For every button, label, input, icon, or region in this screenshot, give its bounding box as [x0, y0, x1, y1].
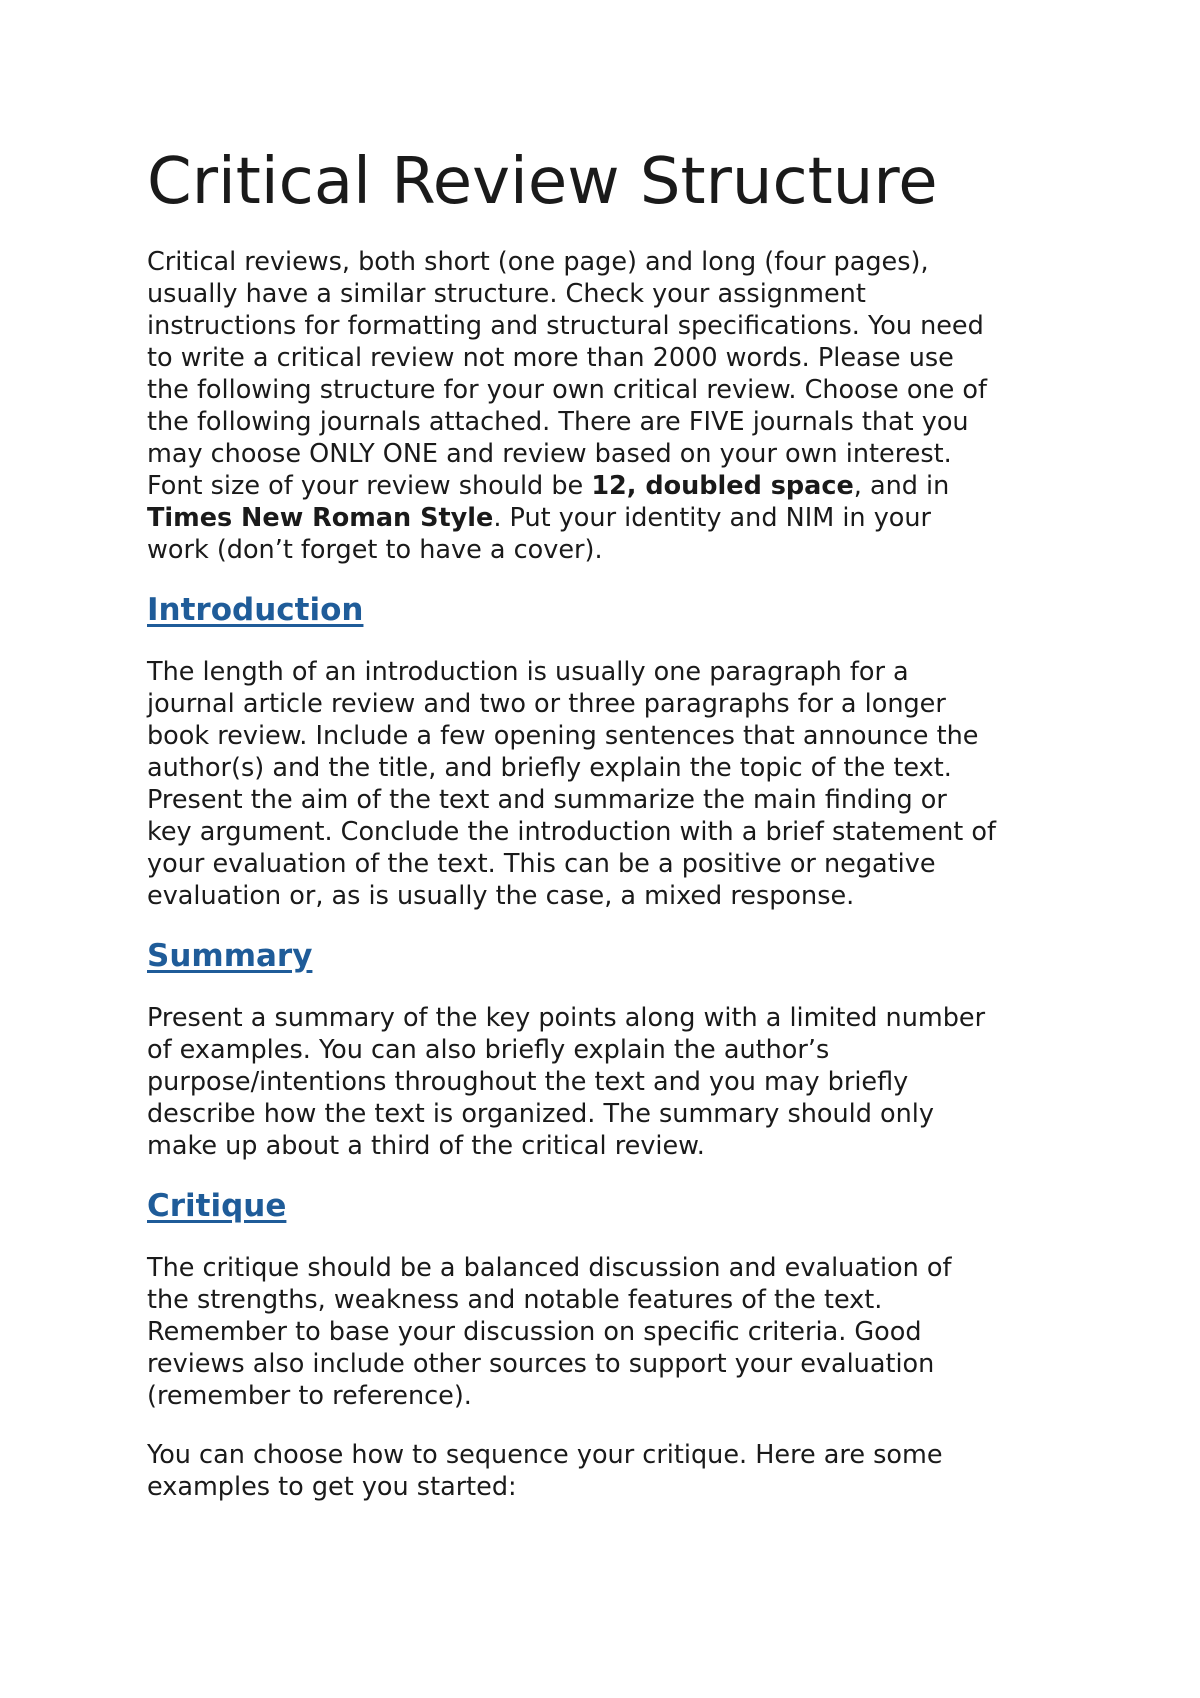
- font-line-before: Font size of your review should be: [147, 471, 592, 501]
- text-line: may choose ONLY ONE and review based on your own interest.: [147, 439, 952, 469]
- text-line: usually have a similar structure. Check your assignment: [147, 279, 866, 309]
- text-line: your evaluation of the text. This can be a positive or negative: [147, 849, 936, 879]
- text-line: the following journals attached. There are FIVE journals that you: [147, 407, 969, 437]
- text-line: make up about a third of the critical review.: [147, 1131, 705, 1161]
- text-line: describe how the text is organized. The summary should only: [147, 1099, 934, 1129]
- text-line: journal article review and two or three paragraphs for a longer: [147, 689, 946, 719]
- intro-paragraph: [147, 246, 1067, 566]
- text-line: The critique should be a balanced discussion and evaluation of: [147, 1253, 952, 1283]
- text-line: the following structure for your own critical review. Choose one of: [147, 375, 987, 405]
- text-line: examples to get you started:: [147, 1472, 517, 1502]
- document-title: Critical Review Structure: [147, 145, 938, 219]
- text-line: of examples. You can also briefly explain the author’s: [147, 1035, 830, 1065]
- text-line: purpose/intentions throughout the text and you may briefly: [147, 1067, 909, 1097]
- heading-critique: Critique: [147, 1188, 287, 1224]
- summary-paragraph: [147, 1002, 1067, 1162]
- font-size-bold: 12, doubled space: [591, 471, 854, 501]
- introduction-paragraph: [147, 656, 1067, 912]
- text-line: reviews also include other sources to support your evaluation: [147, 1349, 935, 1379]
- text-line: evaluation or, as is usually the case, a mixed response.: [147, 881, 855, 911]
- text-line: instructions for formatting and structural specifications. You need: [147, 311, 984, 341]
- text-line: Present the aim of the text and summarize the main finding or: [147, 785, 947, 815]
- text-line: to write a critical review not more than 2000 words. Please use: [147, 343, 954, 373]
- text-line: Critical reviews, both short (one page) and long (four pages),: [147, 247, 929, 277]
- text-line: author(s) and the title, and briefly explain the topic of the text.: [147, 753, 952, 783]
- text-line: the strengths, weakness and notable features of the text.: [147, 1285, 883, 1315]
- heading-introduction: Introduction: [147, 592, 364, 628]
- text-line: key argument. Conclude the introduction with a brief statement of: [147, 817, 996, 847]
- critique-paragraph-2: [147, 1439, 1067, 1503]
- text-line: book review. Include a few opening sentences that announce the: [147, 721, 979, 751]
- text-line: (remember to reference).: [147, 1381, 472, 1411]
- text-line: [147, 470, 1067, 502]
- style-line-after: . Put your identity and NIM in your: [493, 503, 932, 533]
- text-line: You can choose how to sequence your critique. Here are some: [147, 1440, 943, 1470]
- heading-summary: Summary: [147, 938, 313, 974]
- font-line-after: , and in: [853, 471, 950, 501]
- document-page: [147, 140, 1067, 1503]
- critique-paragraph: [147, 1252, 1067, 1412]
- text-line: work (don’t forget to have a cover).: [147, 535, 603, 565]
- font-style-bold: Times New Roman Style: [147, 503, 494, 533]
- text-line: Present a summary of the key points along with a limited number: [147, 1003, 986, 1033]
- text-line: Remember to base your discussion on specific criteria. Good: [147, 1317, 922, 1347]
- text-line: [147, 502, 1067, 534]
- text-line: The length of an introduction is usually one paragraph for a: [147, 657, 909, 687]
